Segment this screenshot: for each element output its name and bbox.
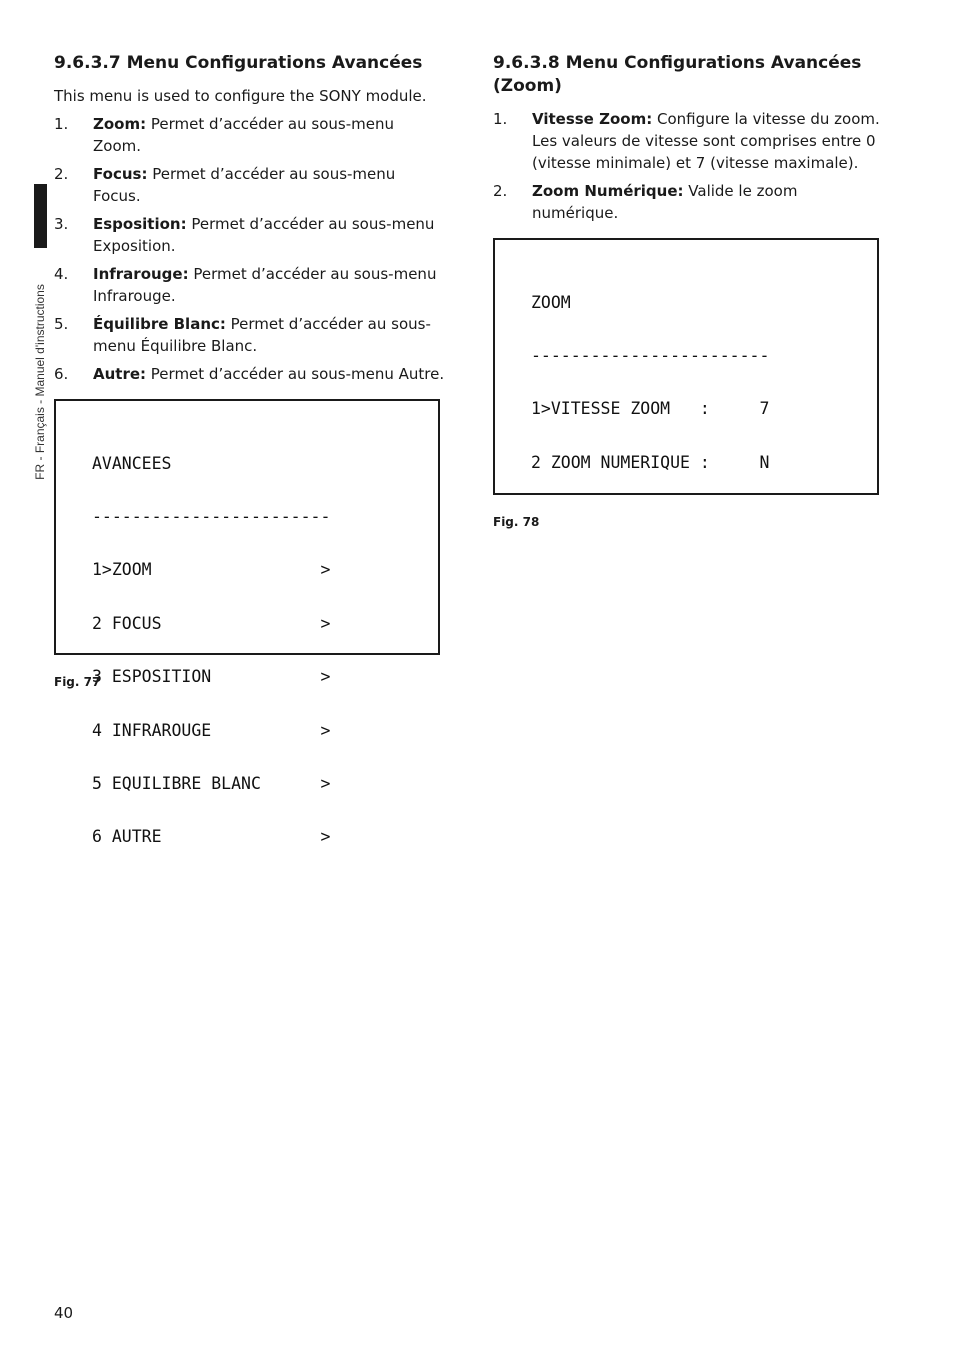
list-item: 1. Vitesse Zoom: Configure la vitesse du zoom. Les valeurs de vitesse sont comprises entre 0 (vitesse minimale) et 7 (vitesse maximale). xyxy=(493,110,880,172)
section-zoom-config xyxy=(493,52,885,529)
section-heading: 9.6.3.8 Menu Configurations Avancées (Zoom) xyxy=(493,53,862,96)
osd-menu-screen-avancees: AVANCEES ------------------------ 1>ZOOM > 2 FOCUS > 3 ESPOSITION > 4 INFRAROUGE > 5 EQUILIBRE BLANC > 6 AUTRE > xyxy=(54,399,440,655)
section-advanced-config xyxy=(54,52,446,847)
list-item: 6. Autre: Permet d’accéder au sous-menu Autre. xyxy=(54,365,445,383)
list-item: 4. Infrarouge: Permet d’accéder au sous-menu Infrarouge. xyxy=(54,265,437,305)
section-intro: This menu is used to configure the SONY module. xyxy=(54,87,427,105)
figure-caption: Fig. 78 xyxy=(493,515,540,529)
side-tab-marker xyxy=(34,184,47,248)
figure-caption: Fig. 77 xyxy=(54,675,101,689)
list-item: 5. Équilibre Blanc: Permet d’accéder au sous-menu Équilibre Blanc. xyxy=(54,315,431,355)
osd-menu-screen-zoom: ZOOM ------------------------ 1>VITESSE ZOOM : 7 2 ZOOM NUMERIQUE : N xyxy=(493,238,879,495)
list-item: 1. Zoom: Permet d’accéder au sous-menu Zoom. xyxy=(54,115,394,155)
section-heading: 9.6.3.7 Menu Configurations Avancées xyxy=(54,53,423,73)
menu-items-list xyxy=(493,108,885,224)
side-language-label: FR - Français - Manuel d'instructions xyxy=(33,284,47,480)
list-item: 2. Zoom Numérique: Valide le zoom numérique. xyxy=(493,182,798,222)
page-number: 40 xyxy=(54,1304,74,1322)
menu-items-list xyxy=(54,113,446,385)
list-item: 3. Esposition: Permet d’accéder au sous-menu Exposition. xyxy=(54,215,435,255)
list-item: 2. Focus: Permet d’accéder au sous-menu Focus. xyxy=(54,165,396,205)
